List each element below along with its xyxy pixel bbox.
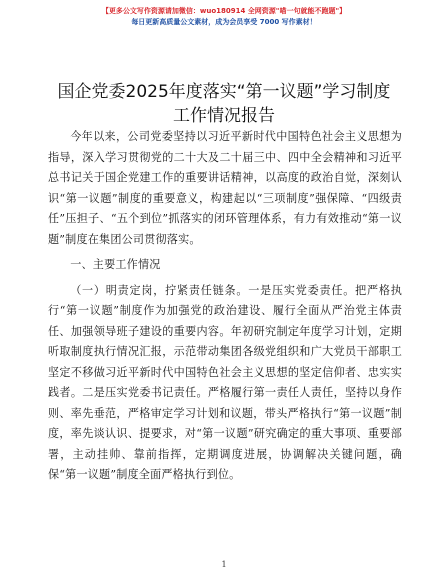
intro-paragraph: 今年以来，公司党委坚持以习近平新时代中国特色社会主义思想为指导，深入学习贯彻党的二十大及二十届三中、四中全会精神和习近平总书记关于国企党建工作的重要讲话精神，以高度的政治自觉，深刻认识“第一议题”制度的重要意义，构建起以“三项制度”强保障、“四级责任”压担子、“五个到位”抓落实的闭环管理体系，有力有效推动“第一议题”制度在集团公司贯彻落实。 xyxy=(48,130,402,246)
section-paragraph: （一）明责定岗，拧紧责任链条。一是压实党委责任。把严格执行“第一议题”制度作为加强党的政治建设、履行全面从严治党主体责任、加强领导班子建设的重要内容。年初研究制定年度学习计划，定期听取制度执行情况汇报，示范带动集团各级党组织和广大党员干部职工坚定不移做习近平新时代中国特色社会主义思想的坚定信仰者、忠实实践者。二是压实党委书记责任。严格履行第一责任人责任，坚持以身作则、率先垂范，严格审定学习计划和议题，带头严格执行“第一议题”制度，率先谈认识、提要求，对“第一议题”研究确定的重大事项、重要部署，主动挂帅、靠前指挥，定期调度进展，协调解决关键问题，确保“第一议题”制度全面严格执行到位。 xyxy=(48,283,402,481)
promo-banner xyxy=(0,6,448,28)
page-number: 1 xyxy=(221,560,227,569)
document-title-line-1: 国企党委2025年度落实“第一议题”学习制度 xyxy=(57,82,391,102)
promo-banner-line-1: 【更多公文写作资源请加微信：wuo180914 全网资源"喵一句就能不跑题"】 xyxy=(101,7,347,15)
document-body xyxy=(48,127,402,486)
promo-banner-line-2: 每日更新高质量公文素材，成为会员享受 7000 写作素材！ xyxy=(131,18,317,26)
section-heading: 一、主要工作情况 xyxy=(70,258,161,271)
document-title xyxy=(30,80,418,128)
document-title-line-2: 工作情况报告 xyxy=(173,106,275,126)
